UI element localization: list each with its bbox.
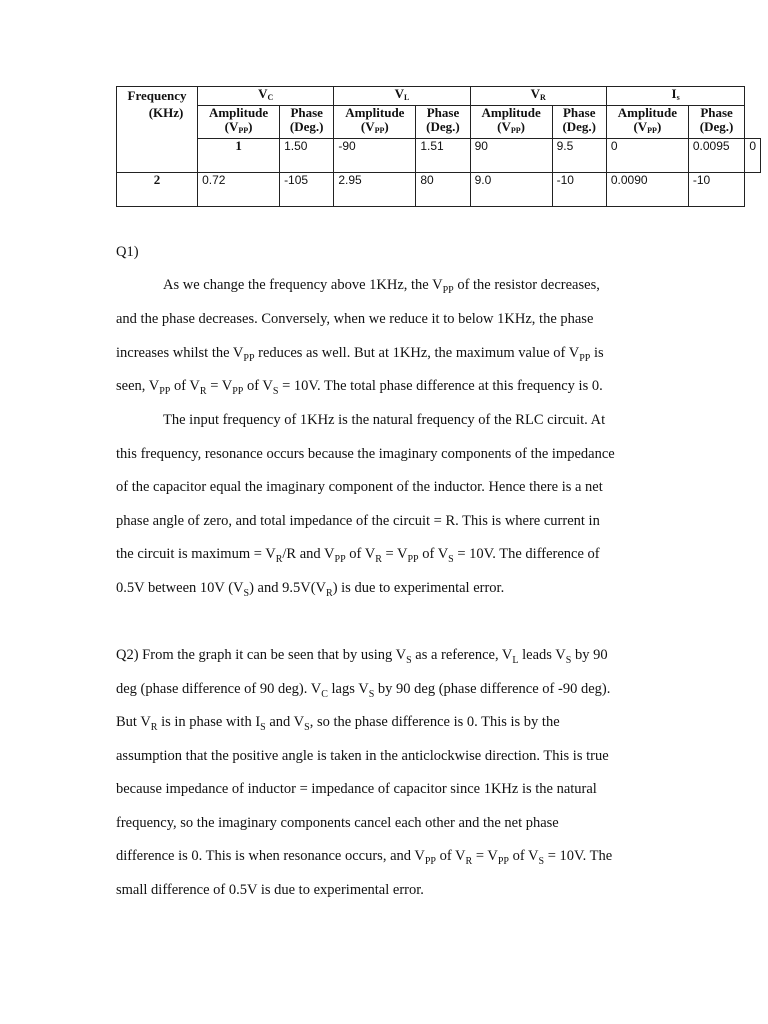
q1-p2-line-2: this frequency, resonance occurs because the imaginary components of the impedance [116, 446, 615, 462]
vc-amp-cell: 1.50 [280, 139, 334, 173]
vl-amplitude-header: Amplitude (VPP) [334, 106, 416, 139]
q1-line-2: and the phase decreases. Conversely, when we reduce it to below 1KHz, the phase [116, 311, 594, 327]
is-amp-cell: 0.0095 [688, 139, 744, 173]
vc-group-header: VC [198, 87, 334, 106]
freq-cell: 1 [198, 139, 280, 173]
vl-phase-cell: 80 [416, 173, 470, 207]
q1-p2-line-1: The input frequency of 1KHz is the natural frequency of the RLC circuit. At [163, 412, 606, 428]
freq-cell: 2 [117, 173, 198, 207]
table-row [117, 139, 761, 173]
vc-amplitude-header: Amplitude (VPP) [198, 106, 280, 139]
q1-line-1: As we change the frequency above 1KHz, the $V_{PP}$ of the resistor decreases, [163, 277, 600, 296]
q2-line-8: small difference of 0.5V is due to experimental error. [116, 882, 424, 898]
is-amplitude-header: Amplitude (VPP) [606, 106, 688, 139]
is-phase-header: Phase (Deg.) [688, 106, 744, 139]
table-subheader-row [117, 106, 761, 139]
q1-p2-line-4: phase angle of zero, and total impedance of the circuit = R. This is where current in [116, 513, 600, 529]
q2-line-1: Q2) From the graph it can be seen that by using $V_S$ as a reference, $V_L$ leads $V_S$ by 90 [116, 647, 608, 666]
is-amp-cell: 0.0090 [606, 173, 688, 207]
vl-phase-cell: 90 [470, 139, 552, 173]
vl-phase-header: Phase (Deg.) [416, 106, 470, 139]
vr-phase-header: Phase (Deg.) [552, 106, 606, 139]
q1-p2-line-5: the circuit is maximum = $V_R/R$ and $V_{PP}$ of $V_R = V_{PP}$ of $V_S = 10V$. The difference of [116, 546, 600, 565]
is-phase-cell: -10 [688, 173, 744, 207]
table-header-row [117, 87, 761, 106]
q1-p2-line-3: of the capacitor equal the imaginary component of the inductor. Hence there is a net [116, 479, 603, 495]
vc-phase-cell: -105 [280, 173, 334, 207]
is-group-header: Is [606, 87, 744, 106]
frequency-header [117, 87, 198, 173]
vr-amplitude-header: Amplitude (VPP) [470, 106, 552, 139]
q1-line-4: seen, $V_{PP}$ of $V_R = V_{PP}$ of $V_S = 10V$. The total phase difference at this frequency is 0. [116, 378, 603, 397]
vl-group-header: VL [334, 87, 470, 106]
q2-line-6: frequency, so the imaginary components cancel each other and the net phase [116, 815, 559, 831]
frequency-header-unit: (KHz) [148, 105, 184, 120]
is-phase-cell: 0 [745, 139, 761, 173]
q2-line-5: because impedance of inductor = impedance of capacitor since 1KHz is the natural [116, 781, 597, 797]
vr-group-header: VR [470, 87, 606, 106]
vr-amp-cell: 9.0 [470, 173, 552, 207]
q1-p2-line-6: 0.5V between 10V $(V_S)$ and $9.5V(V_R)$ is due to experimental error. [116, 580, 505, 599]
vl-amp-cell: 1.51 [416, 139, 470, 173]
vr-phase-cell: -10 [552, 173, 606, 207]
vc-amp-cell: 0.72 [198, 173, 280, 207]
vc-phase-cell: -90 [334, 139, 416, 173]
q1-heading: Q1) [116, 244, 139, 260]
frequency-header-label: Frequency [127, 88, 187, 103]
vr-phase-cell: 0 [606, 139, 688, 173]
vl-amp-cell: 2.95 [334, 173, 416, 207]
table-row [117, 173, 761, 207]
q1-line-3: increases whilst the $V_{PP}$ reduces as well. But at 1KHz, the maximum value of $V_{PP}$ is [116, 345, 604, 364]
vr-amp-cell: 9.5 [552, 139, 606, 173]
q2-line-7: difference is 0. This is when resonance occurs, and $V_{PP}$ of $V_R = V_{PP}$ of $V_S = 10V$. The [116, 848, 613, 867]
vc-phase-header: Phase (Deg.) [280, 106, 334, 139]
q2-line-2: deg (phase difference of 90 deg). $V_C$ lags $V_S$ by 90 deg (phase difference of -90 deg). [116, 681, 611, 700]
measurement-table [116, 86, 761, 207]
q2-line-3: But $V_R$ is in phase with $I_S$ and $V_S$, so the phase difference is 0. This is by the [116, 714, 560, 733]
q2-line-assumption: assumption that the positive angle is taken in the anticlockwise direction. This is true [116, 748, 609, 764]
